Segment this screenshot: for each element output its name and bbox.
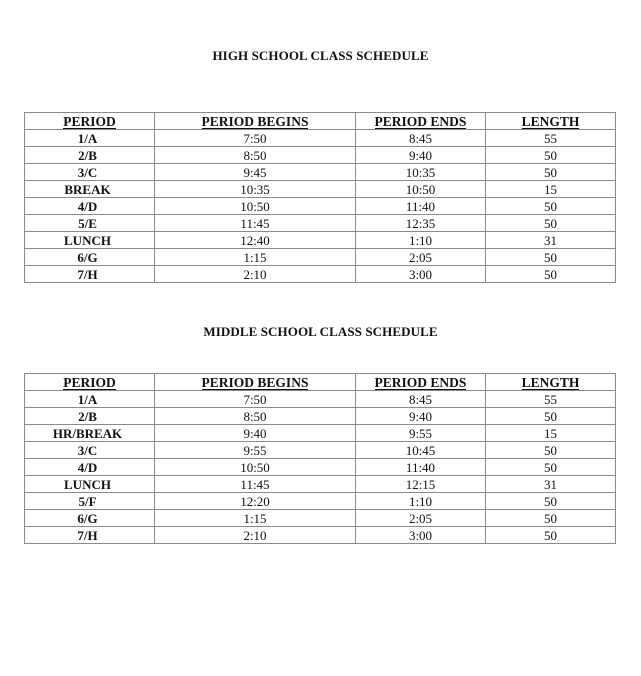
period-ends-cell: 10:50 — [356, 181, 486, 198]
period-ends-cell: 8:45 — [356, 130, 486, 147]
length-cell: 50 — [486, 249, 616, 266]
period-cell: BREAK — [25, 181, 155, 198]
period-begins-cell: 12:40 — [155, 232, 356, 249]
period-ends-cell: 2:05 — [356, 249, 486, 266]
period-cell: 6/G — [25, 249, 155, 266]
period-cell: 4/D — [25, 198, 155, 215]
table-row — [25, 266, 616, 283]
period-begins-header: PERIOD BEGINS — [155, 113, 356, 130]
period-ends-cell: 1:10 — [356, 232, 486, 249]
period-ends-cell: 10:45 — [356, 442, 486, 459]
period-cell: HR/BREAK — [25, 425, 155, 442]
period-begins-cell: 8:50 — [155, 147, 356, 164]
period-header: PERIOD — [25, 374, 155, 391]
period-begins-cell: 12:20 — [155, 493, 356, 510]
length-cell: 50 — [486, 408, 616, 425]
length-cell: 50 — [486, 493, 616, 510]
period-cell: 7/H — [25, 527, 155, 544]
period-ends-cell: 2:05 — [356, 510, 486, 527]
period-cell: 3/C — [25, 442, 155, 459]
length-cell: 55 — [486, 391, 616, 408]
length-cell: 55 — [486, 130, 616, 147]
table-row — [25, 493, 616, 510]
period-cell: 5/F — [25, 493, 155, 510]
length-cell: 31 — [486, 232, 616, 249]
period-cell: LUNCH — [25, 476, 155, 493]
length-cell: 50 — [486, 459, 616, 476]
period-cell: 1/A — [25, 391, 155, 408]
table-row — [25, 147, 616, 164]
period-ends-cell: 12:35 — [356, 215, 486, 232]
period-cell: 7/H — [25, 266, 155, 283]
period-begins-cell: 7:50 — [155, 130, 356, 147]
table-row — [25, 164, 616, 181]
period-header: PERIOD — [25, 113, 155, 130]
table-row — [25, 527, 616, 544]
length-cell: 50 — [486, 510, 616, 527]
high-school-title: HIGH SCHOOL CLASS SCHEDULE — [212, 48, 429, 63]
table-row — [25, 181, 616, 198]
table-row — [25, 198, 616, 215]
period-ends-cell: 9:40 — [356, 147, 486, 164]
length-cell: 31 — [486, 476, 616, 493]
length-cell: 50 — [486, 147, 616, 164]
length-cell: 50 — [486, 198, 616, 215]
period-cell: 1/A — [25, 130, 155, 147]
length-header: LENGTH — [486, 374, 616, 391]
length-cell: 15 — [486, 425, 616, 442]
table-row — [25, 249, 616, 266]
length-header: LENGTH — [486, 113, 616, 130]
table-row — [25, 232, 616, 249]
period-begins-cell: 8:50 — [155, 408, 356, 425]
length-cell: 15 — [486, 181, 616, 198]
period-cell: 3/C — [25, 164, 155, 181]
period-begins-cell: 1:15 — [155, 249, 356, 266]
period-begins-cell: 11:45 — [155, 215, 356, 232]
period-ends-cell: 3:00 — [356, 527, 486, 544]
length-cell: 50 — [486, 527, 616, 544]
table-row — [25, 510, 616, 527]
period-cell: 4/D — [25, 459, 155, 476]
length-cell: 50 — [486, 215, 616, 232]
high-school-schedule-table — [24, 112, 616, 283]
period-cell: 2/B — [25, 408, 155, 425]
period-ends-cell: 11:40 — [356, 198, 486, 215]
table-row — [25, 442, 616, 459]
period-ends-cell: 8:45 — [356, 391, 486, 408]
period-begins-cell: 10:50 — [155, 198, 356, 215]
period-cell: 5/E — [25, 215, 155, 232]
period-begins-cell: 9:40 — [155, 425, 356, 442]
period-ends-cell: 9:55 — [356, 425, 486, 442]
header-row — [25, 113, 616, 130]
period-ends-cell: 10:35 — [356, 164, 486, 181]
table-row — [25, 425, 616, 442]
table-row — [25, 459, 616, 476]
period-cell: 2/B — [25, 147, 155, 164]
period-ends-header: PERIOD ENDS — [356, 113, 486, 130]
period-begins-cell: 9:55 — [155, 442, 356, 459]
period-begins-cell: 7:50 — [155, 391, 356, 408]
period-begins-cell: 9:45 — [155, 164, 356, 181]
table-row — [25, 215, 616, 232]
period-begins-cell: 10:50 — [155, 459, 356, 476]
table-row — [25, 130, 616, 147]
period-begins-cell: 2:10 — [155, 266, 356, 283]
period-begins-header: PERIOD BEGINS — [155, 374, 356, 391]
table-row — [25, 408, 616, 425]
length-cell: 50 — [486, 266, 616, 283]
period-cell: 6/G — [25, 510, 155, 527]
period-ends-cell: 12:15 — [356, 476, 486, 493]
middle-school-title: MIDDLE SCHOOL CLASS SCHEDULE — [203, 324, 438, 339]
period-begins-cell: 2:10 — [155, 527, 356, 544]
length-cell: 50 — [486, 442, 616, 459]
period-ends-header: PERIOD ENDS — [356, 374, 486, 391]
period-ends-cell: 9:40 — [356, 408, 486, 425]
table-row — [25, 476, 616, 493]
period-begins-cell: 1:15 — [155, 510, 356, 527]
middle-school-schedule-table — [24, 373, 616, 544]
period-ends-cell: 3:00 — [356, 266, 486, 283]
period-ends-cell: 11:40 — [356, 459, 486, 476]
header-row — [25, 374, 616, 391]
period-ends-cell: 1:10 — [356, 493, 486, 510]
period-begins-cell: 11:45 — [155, 476, 356, 493]
length-cell: 50 — [486, 164, 616, 181]
period-cell: LUNCH — [25, 232, 155, 249]
period-begins-cell: 10:35 — [155, 181, 356, 198]
table-row — [25, 391, 616, 408]
